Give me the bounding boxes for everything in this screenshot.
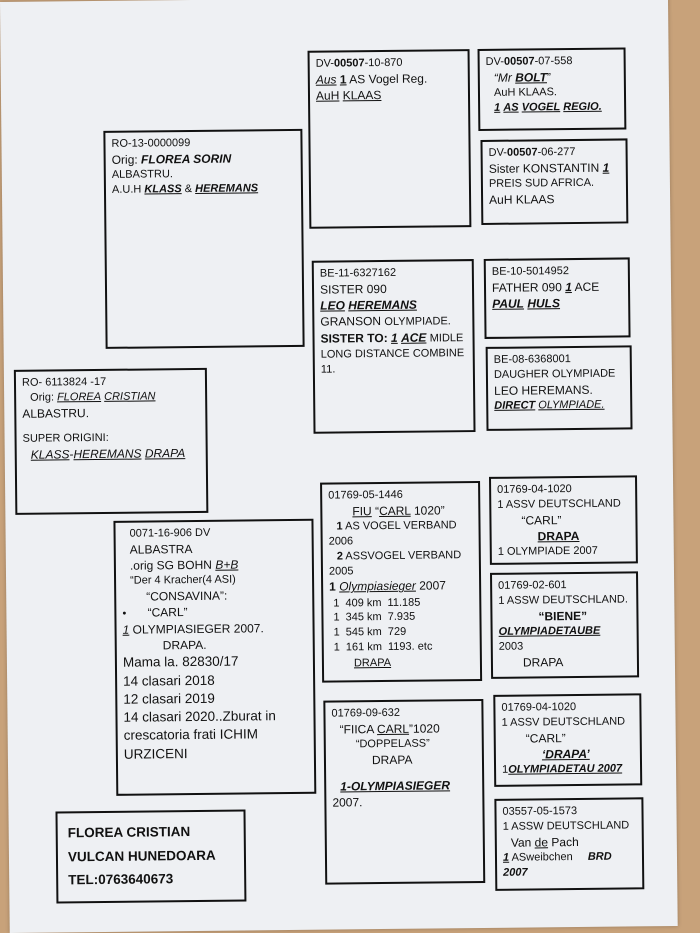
sdd-leo: LEO HEREMANS.: [494, 382, 593, 398]
sss-auh: AuH KLAAS.: [493, 86, 558, 99]
result-pos: 1: [333, 641, 340, 654]
result-row: [333, 595, 438, 611]
sss-box: [478, 47, 627, 131]
dam-olympiasieger: 1 OLYMPIASIEGER 2007.: [122, 621, 264, 637]
dsd-drapa: DRAPA: [522, 654, 564, 670]
dam-drapa: DRAPA.: [162, 638, 207, 653]
dds-olympiadetau: 1OLYMPIADETAU 2007: [502, 762, 623, 776]
ssd-sister: Sister KONSTANTIN 1: [488, 160, 610, 176]
dss-carl: “CARL”: [521, 512, 562, 528]
ds-drapa: DRAPA: [353, 656, 392, 670]
sire-color: ALBASTRU.: [111, 168, 174, 181]
dd-olympiasieger: 1-OLYMPIASIEGER: [340, 778, 451, 794]
result-pos: 1: [333, 626, 340, 639]
dam-dam-box: [323, 699, 485, 885]
dds-assv: 1 ASSV DEUTSCHLAND: [501, 715, 626, 729]
ds-r2-year: 2005: [328, 564, 354, 578]
ds-r2: 2 ASSVOGEL VERBAND: [336, 548, 462, 563]
dam-kracher: “Der 4 Kracher(4 ASI): [130, 573, 236, 587]
sire-lines: A.U.H KLASS & HEREMANS: [111, 182, 259, 196]
dd-doppelass: “DOPPELASS”: [355, 737, 430, 751]
result-val: 11.185: [387, 596, 421, 609]
dds-ring: 01769-04-1020: [501, 701, 577, 714]
result-row: [334, 640, 439, 656]
ssd-box: [480, 138, 628, 225]
sd-long: LONG DISTANCE COMBINE: [320, 347, 465, 361]
result-km: 345 km: [345, 611, 382, 624]
sss-ring: DV-00507-07-558: [485, 55, 573, 68]
sd-granson: GRANSON OLYMPIADE.: [320, 314, 451, 329]
owner-box: [55, 809, 246, 903]
subject-box: [14, 368, 209, 515]
sss-name: “Mr BOLT”: [493, 70, 552, 85]
result-km: 161 km: [345, 641, 383, 654]
result-pos: 1: [333, 597, 340, 610]
sds-paul: PAUL HULS: [492, 296, 561, 311]
owner-name: FLOREA CRISTIAN: [67, 824, 191, 841]
dam-box: [113, 519, 316, 796]
sd-ring: BE-11-6327162: [319, 266, 397, 280]
subject-super-label: SUPER ORIGINI:: [22, 431, 109, 445]
dd-ring: 01769-09-632: [331, 706, 401, 720]
owner-phone: TEL:0763640673: [68, 871, 174, 888]
dam-clasari-2020: 14 clasari 2020..Zburat in: [123, 708, 276, 725]
sd-leo: LEO HEREMANS: [320, 297, 417, 313]
sdd-direct: DIRECT OLYMPIADE.: [494, 398, 605, 412]
ss-aus-line: Aus 1 AS Vogel Reg.: [315, 71, 428, 87]
ds-fiu: FIU “CARL 1020”: [352, 503, 445, 519]
dsd-ring: 01769-02-601: [498, 579, 567, 592]
result-km: 409 km: [345, 596, 382, 610]
ssd-ring: DV-00507-06-277: [488, 145, 576, 159]
ds-olympiasieger: 1 Olympiasieger 2007: [329, 578, 446, 594]
ss-auh: AuH KLAAS: [315, 88, 382, 103]
subject-color: ALBASTRU.: [22, 405, 90, 421]
owner-location: VULCAN HUNEDOARA: [67, 847, 216, 864]
ds-r1-year: 2006: [328, 535, 354, 548]
ds-ring: 01769-05-1446: [328, 488, 403, 502]
result-val: 7.935: [387, 611, 416, 624]
ssd-preis: PREIS SUD AFRICA.: [488, 176, 595, 190]
sd-sister-to: SISTER TO: 1 ACE MIDLE: [320, 330, 464, 346]
dds-box: [493, 693, 642, 787]
result-row: [334, 625, 439, 641]
sire-box: [103, 129, 304, 349]
ssd-auh: AuH KLAAS: [489, 192, 555, 207]
sire-sire-box: [308, 49, 472, 229]
sdd-ring: BE-08-6368001: [493, 353, 571, 366]
subject-origin: Orig: FLOREA CRISTIAN: [30, 390, 156, 404]
dam-color: ALBASTRA: [129, 541, 193, 557]
dam-clasari-2018: 14 clasari 2018: [123, 672, 215, 689]
dam-origin: .orig SG BOHN B+B: [129, 557, 239, 573]
dsd-biene: “BIENE”: [538, 608, 588, 624]
ds-r1: 1 AS VOGEL VERBAND: [336, 519, 457, 533]
ddd-assw: 1 ASSW DEUTSCHLAND: [502, 819, 630, 833]
sss-title: 1 AS VOGEL REGIO.: [494, 100, 602, 114]
sd-sister090: SISTER 090: [319, 281, 387, 297]
result-row: [333, 610, 438, 626]
dam-clasari-2019: 12 clasari 2019: [123, 690, 215, 707]
subject-ring: RO- 6113824 -17: [21, 375, 107, 389]
result-km: 545 km: [345, 626, 382, 639]
dss-olympiade: 1 OLYMPIADE 2007: [497, 544, 598, 558]
dss-assv: 1 ASSV DEUTSCHLAND: [497, 497, 621, 511]
dam-ring: 0071-16-906 DV: [129, 526, 211, 540]
ddd-year: 2007: [503, 866, 528, 879]
subject-super-lines: KLASS-HEREMANS DRAPA: [30, 445, 186, 462]
sds-ring: BE-10-5014952: [491, 265, 569, 278]
ss-ring: DV-00507-10-870: [315, 56, 403, 70]
result-val: 729: [387, 626, 407, 639]
result-val: 1193. etc: [387, 640, 433, 654]
sdd-box: [486, 345, 633, 431]
dsd-box: [490, 571, 639, 679]
dsd-year: 2003: [498, 640, 524, 653]
ddd-box: [494, 797, 644, 891]
dd-drapa: DRAPA: [371, 752, 413, 768]
dam-consavina: “CONSAVINA”:: [146, 588, 228, 604]
dam-mama: Mama la. 82830/17: [122, 654, 239, 671]
dds-drapa: ‘DRAPA’: [541, 746, 590, 762]
dss-drapa: DRAPA: [537, 528, 580, 544]
sdd-daugher: DAUGHER OLYMPIADE: [493, 367, 616, 381]
sire-origin: Orig: FLOREA SORIN: [111, 151, 232, 167]
dam-urziceni: URZICENI: [123, 745, 188, 762]
ddd-ring: 03557-05-1573: [502, 805, 578, 818]
sds-box: [484, 257, 631, 339]
dam-sire-box: [320, 481, 482, 683]
dam-carl: • “CARL”: [122, 605, 188, 621]
ddd-asweibchen: 1 ASweibchen BRD: [502, 850, 612, 864]
dd-fiica: “FIICA CARL”1020: [339, 721, 440, 737]
dsd-olympiadetaube: OLYMPIADETAUBE: [498, 624, 601, 638]
sds-father: FATHER 090 1 ACE: [491, 279, 600, 295]
dds-carl: “CARL”: [525, 730, 566, 746]
dd-year: 2007.: [332, 795, 363, 810]
dsd-assw: 1 ASSW DEUTSCHLAND.: [498, 593, 628, 607]
sd-eleven: 11.: [320, 363, 336, 376]
dam-crescatoria: crescatoria frati ICHIM: [123, 726, 259, 744]
dss-box: [489, 475, 638, 565]
sire-dam-box: [312, 259, 476, 434]
dss-ring: 01769-04-1020: [497, 483, 572, 496]
ddd-van: Van de Pach: [510, 834, 579, 850]
ds-results-table: [333, 595, 438, 655]
sire-ring: RO-13-0000099: [111, 137, 191, 150]
result-pos: 1: [333, 611, 340, 624]
